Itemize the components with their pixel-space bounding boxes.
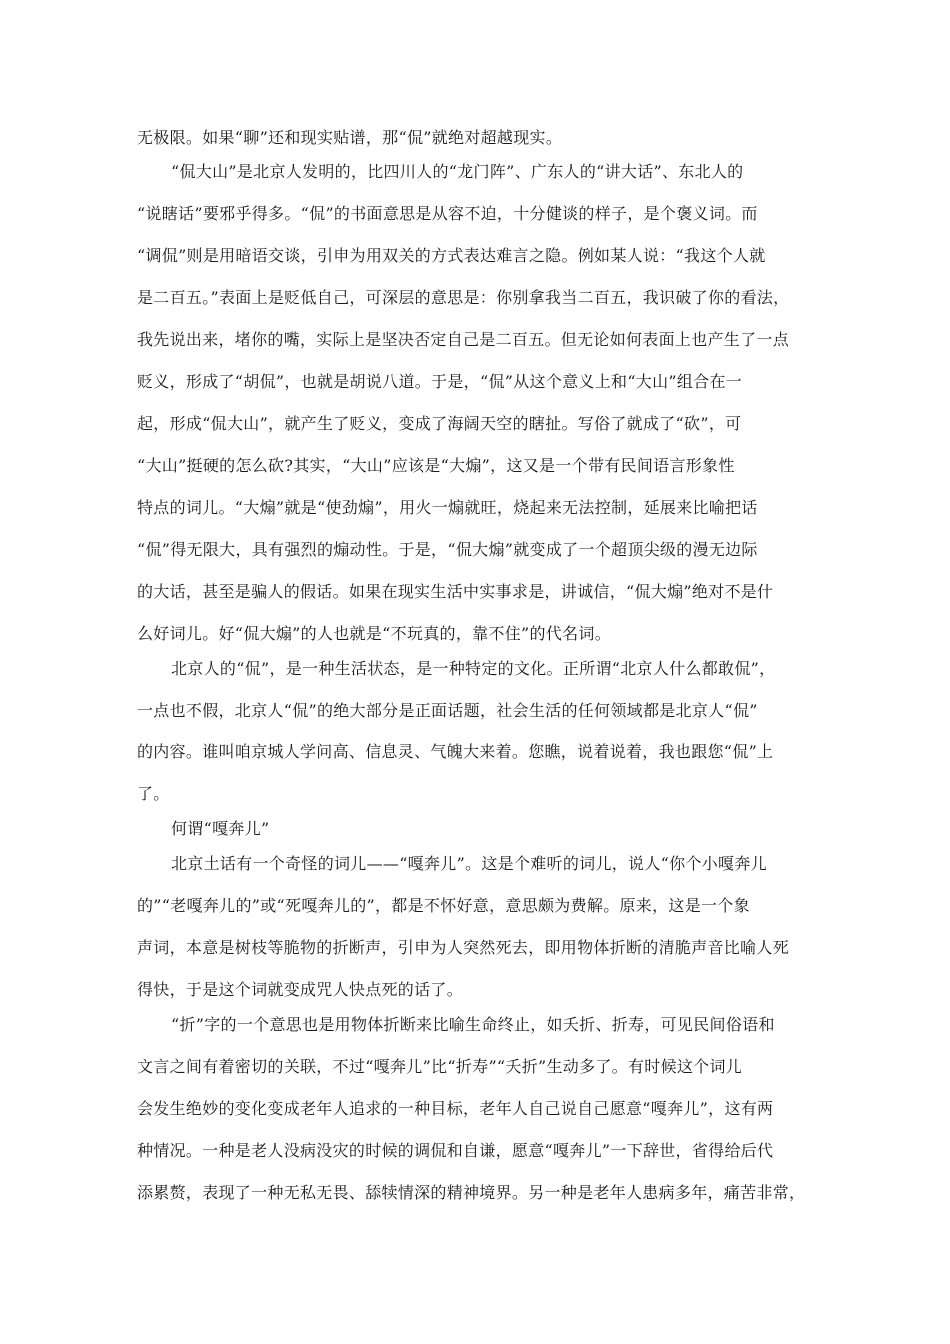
text-line: 无极限。如果“聊”还和现实贴谱，那“侃”就绝对超越现实。 bbox=[137, 128, 563, 147]
text-line: 么好词儿。好“侃大煽”的人也就是“不玩真的，靠不住”的代名词。 bbox=[137, 624, 612, 643]
text-line: 的”“老嘎奔儿的”或“死嘎奔儿的”，都是不怀好意，意思颇为费解。原来，这是一个象 bbox=[137, 896, 750, 915]
text-line: 特点的词儿。“大煽”就是“使劲煽”，用火一煽就旺，烧起来无法控制，延展来比喻把话 bbox=[137, 498, 758, 517]
text-line: 是二百五。”表面上是贬低自己，可深层的意思是：你别拿我当二百五，我识破了你的看法， bbox=[137, 288, 790, 307]
text-line: 贬义，形成了“胡侃”，也就是胡说八道。于是，“侃”从这个意义上和“大山”组合在一 bbox=[137, 372, 743, 391]
text-line: 种情况。一种是老人没病没灾的时候的调侃和自谦，愿意“嘎奔儿”一下辞世，省得给后代 bbox=[137, 1141, 774, 1160]
text-line: 声词，本意是树枝等脆物的折断声，引申为人突然死去，即用物体折断的清脆声音比喻人死 bbox=[137, 938, 790, 957]
text-line: 的大话，甚至是骗人的假话。如果在现实生活中实事求是，讲诚信，“侃大煽”绝对不是什 bbox=[137, 582, 774, 601]
text-line: 得快，于是这个词就变成咒人快点死的话了。 bbox=[137, 980, 464, 999]
section-heading: 何谓“嘎奔儿” bbox=[171, 819, 270, 838]
text-line: 一点也不假，北京人“侃”的绝大部分是正面话题，社会生活的任何领域都是北京人“侃” bbox=[137, 701, 758, 720]
paragraph-line: “侃大山”是北京人发明的，比四川人的“龙门阵”、广东人的“讲大话”、东北人的 bbox=[171, 162, 744, 181]
text-line: 我先说出来，堵你的嘴，实际上是坚决否定自己是二百五。但无论如何表面上也产生了一点 bbox=[137, 330, 790, 349]
text-line: “说瞎话”要邪乎得多。“侃”的书面意思是从容不迫，十分健谈的样子，是个褒义词。而 bbox=[137, 204, 758, 223]
paragraph-line: “折”字的一个意思也是用物体折断来比喻生命终止，如夭折、折寿，可见民间俗语和 bbox=[171, 1015, 775, 1034]
text-line: 起，形成“侃大山”，就产生了贬义，变成了海阔天空的瞎扯。写俗了就成了“砍”，可 bbox=[137, 414, 742, 433]
text-line: 会发生绝妙的变化变成老年人追求的一种目标，老年人自己说自己愿意“嘎奔儿”，这有两 bbox=[137, 1099, 774, 1118]
text-line: “调侃”则是用暗语交谈，引申为用双关的方式表达难言之隐。例如某人说：“我这个人就 bbox=[137, 246, 766, 265]
text-line: 添累赘，表现了一种无私无畏、舔犊情深的精神境界。另一种是老年人患病多年，痛苦非常， bbox=[137, 1183, 806, 1202]
paragraph-line: 北京土话有一个奇怪的词儿——“嘎奔儿”。这是个难听的词儿，说人“你个小嘎奔儿 bbox=[171, 854, 767, 873]
text-line: 了。 bbox=[137, 784, 170, 803]
paragraph-line: 北京人的“侃”，是一种生活状态，是一种特定的文化。正所谓“北京人什么都敢侃”， bbox=[171, 659, 776, 678]
text-line: “侃”得无限大，具有强烈的煽动性。于是，“侃大煽”就变成了一个超顶尖级的漫无边际 bbox=[137, 540, 758, 559]
text-line: “大山”挺硬的怎么砍?其实，“大山”应该是“大煽”，这又是一个带有民间语言形象性 bbox=[137, 456, 735, 475]
text-line: 的内容。谁叫咱京城人学问高、信息灵、气魄大来着。您瞧，说着说着，我也跟您“侃”上 bbox=[137, 742, 774, 761]
text-line: 文言之间有着密切的关联，不过“嘎奔儿”比“折寿”“夭折”生动多了。有时候这个词儿 bbox=[137, 1057, 743, 1076]
